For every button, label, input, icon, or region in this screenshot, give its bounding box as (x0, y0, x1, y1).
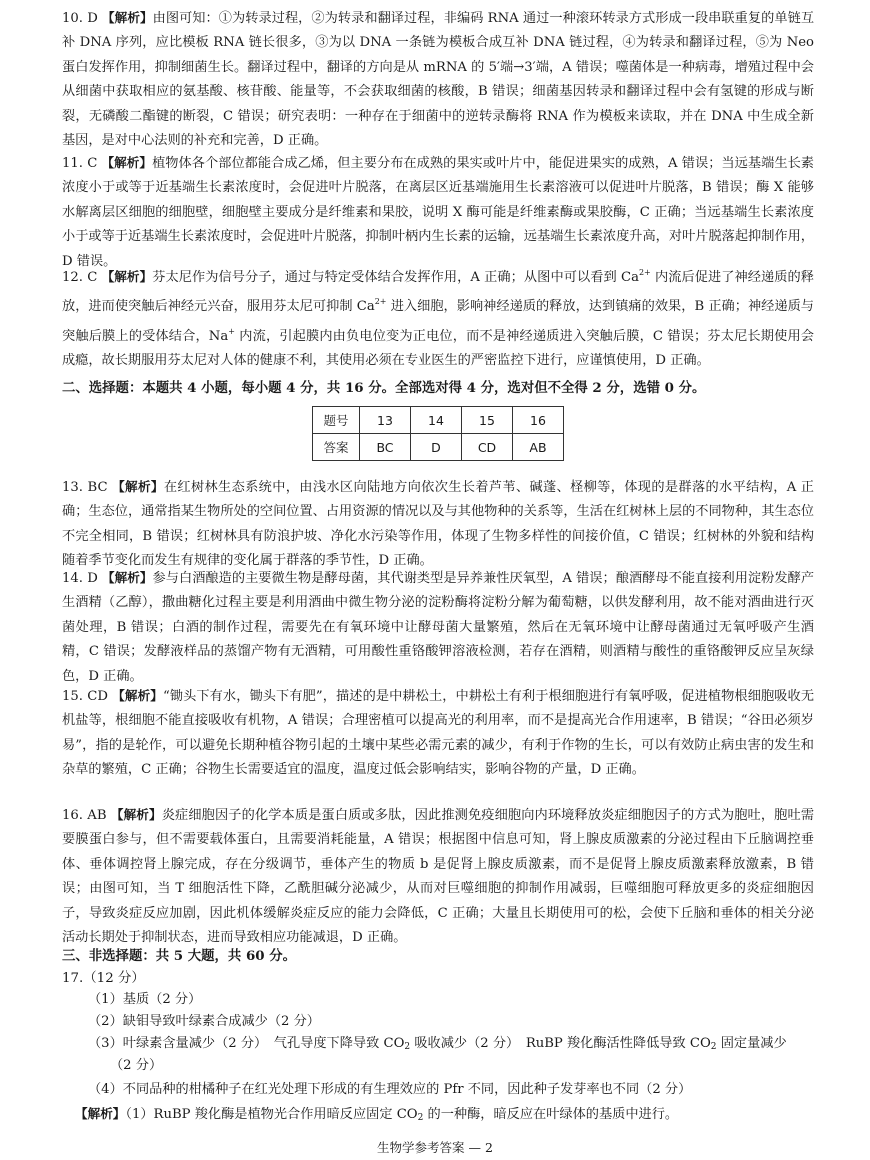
answer-table (312, 406, 564, 461)
table-cell: 16 (513, 407, 564, 434)
answer-10 (62, 6, 814, 153)
answer-15 (62, 684, 814, 783)
table-cell: 13 (360, 407, 411, 434)
ion-charge: + (228, 326, 235, 336)
analysis-tag: 【解析】 (110, 807, 162, 822)
analysis-text: 在红树林生态系统中，由浅水区向陆地方向依次生长着芦苇、碱蓬、柽柳等，体现的是群落的水平结构，A 正确；生态位，通常指某生物所处的空间位置、占用资源的情况以及与其他物种的关系等，生活在红树林上层的不同物种，其生态位不完全相同，B 错误；红树林具有防浪护坡、净化水污染等作用，体现了生物多样性的间接价值，C 错误；红树林的外貌和结构随着季节变化而发生有规律的变化属于群落的季节性，D 正确。 (62, 480, 814, 569)
question-number: 14. D (62, 571, 98, 586)
answer-17-3-cont: （2 分） (110, 1058, 163, 1073)
answer-11 (62, 151, 814, 274)
analysis-text: “锄头下有水，锄头下有肥”，描述的是中耕松土，中耕松土有利于根细胞进行有氧呼吸，促进植物根细胞吸收无机盐等，根细胞不能直接吸收有机物，A 错误；合理密植可以提高光的利用率，而不是提高光合作用速率，B 错误；“谷田必须岁易”，指的是轮作，可以避免长期种植谷物引起的土壤中某些必需元素的减少，有利于作物的生长，可以有效防止病虫害的发生和杂草的繁殖，C 正确；谷物生长需要适宜的温度，温度过低会影响结实，影响谷物的产量，D 正确。 (62, 689, 815, 778)
subscript: 2 (417, 1113, 424, 1123)
answer-17-explanation (75, 1104, 678, 1128)
table-cell: AB (513, 434, 564, 461)
table-cell: 15 (462, 407, 513, 434)
answer-16 (62, 803, 814, 950)
analysis-text: 的一种酶，暗反应在叶绿体的基质中进行。 (423, 1107, 679, 1122)
analysis-tag: 【解析】 (102, 570, 153, 585)
question-number: 16. AB (62, 808, 107, 823)
answer-17-4: （4）不同品种的柑橘种子在红光处理下形成的有生理效应的 Pfr 不同，因此种子发芽率也不同（2 分） (88, 1082, 692, 1097)
analysis-tag: 【解析】 (112, 688, 163, 703)
answer-12 (62, 261, 814, 374)
table-answer-row (313, 434, 564, 461)
table-cell: BC (360, 434, 411, 461)
table-cell: 答案 (313, 434, 360, 461)
table-cell: CD (462, 434, 513, 461)
section-2-heading: 二、选择题：本题共 4 小题，每小题 4 分，共 16 分。全部选对得 4 分，选对但不全得 2 分，选错 0 分。 (62, 380, 706, 396)
table-cell: 题号 (313, 407, 360, 434)
analysis-text: 进入细胞，影响神经递质的释放，达到镇痛的效果，B 正确；神经递质与突触后膜上的受体结合，Na (62, 299, 814, 344)
page-footer: 生物学参考答案 — 2 (377, 1140, 493, 1155)
ion-charge: 2+ (374, 297, 387, 307)
question-number: 11. C (62, 156, 98, 171)
analysis-tag: 【解析】 (112, 479, 164, 494)
analysis-text: 内流，引起膜内由负电位变为正电位，而不是神经递质进入突触后膜，C 错误；芬太尼长期使用会成瘾，故长期服用芬太尼对人体的健康不利，其使用必须在专业医生的严密监控下进行，应谨慎使用，D 正确。 (62, 328, 814, 369)
answer-17-1: （1）基质（2 分） (88, 992, 202, 1007)
answer-17-3 (88, 1034, 818, 1057)
subscript: 2 (404, 1042, 411, 1052)
analysis-text: 由图可知：①为转录过程，②为转录和翻译过程，非编码 RNA 通过一种滚环转录方式形成一段串联重复的单链互补 DNA 序列，应比模板 RNA 链长很多，③为以 DNA 一条链为模板合成互补 DNA 链过程，④为转录和翻译过程，⑤为 Neo 蛋白发挥作用，抑制细菌生长。翻译过程中，翻译的方向是从 mRNA 的 5′端→3′端，A 错误；噬菌体是一种病毒，增殖过程中会从细菌中获取相应的氨基酸、核苷酸、能量等，不会获取细菌的核酸，B 错误；细菌基因转录和翻译过程中会有氢键的形成与断裂，无磷酸二酯键的断裂，C 错误；研究表明：一种存在于细菌中的逆转录酶将 RNA 作为模板来读取，并在 DNA 中生成全新基因，是对中心法则的补充和完善，D 正确。 (62, 11, 815, 149)
table-cell: D (411, 434, 462, 461)
answer-text: （3）叶绿素含量减少（2 分） 气孔导度下降导致 CO (88, 1036, 405, 1051)
table-header-row (313, 407, 564, 434)
analysis-tag: 【解析】 (101, 155, 153, 170)
answer-13 (62, 475, 814, 574)
analysis-tag: 【解析】 (75, 1106, 126, 1121)
question-number: 15. CD (62, 689, 108, 704)
question-number: 12. C (62, 270, 98, 285)
analysis-text: 植物体各个部位都能合成乙烯，但主要分布在成熟的果实或叶片中，能促进果实的成熟，A 错误；当远基端生长素浓度小于或等于近基端生长素浓度时，会促进叶片脱落，在离层区近基端施用生长素溶液可以促进叶片脱落，B 错误；酶 X 能够水解离层区细胞的细胞壁，细胞壁主要成分是纤维素和果胶，说明 X 酶可能是纤维素酶或果胶酶，C 正确；当远基端生长素浓度小于或等于近基端生长素浓度时，会促进叶片脱落，抑制叶柄内生长素的运输，远基端生长素浓度升高，对叶片脱落起抑制作用，D 错误。 (62, 156, 814, 269)
analysis-tag: 【解析】 (101, 269, 153, 284)
question-17-title: 17.（12 分） (62, 971, 145, 986)
answer-text: 吸收减少（2 分） RuBP 羧化酶活性降低导致 CO (410, 1036, 711, 1051)
ion-charge: 2+ (638, 268, 651, 277)
subscript: 2 (710, 1042, 717, 1052)
analysis-text: 炎症细胞因子的化学本质是蛋白质或多肽，因此推测免疫细胞向内环境释放炎症细胞因子的方式为胞吐，胞吐需要膜蛋白参与，但不需要载体蛋白，且需要消耗能量，A 错误；根据图中信息可知，肾上腺皮质激素的分泌过程由下丘脑调控垂体、垂体调控肾上腺完成，存在分级调节，垂体产生的物质 b 是促肾上腺皮质激素，而不是促肾上腺皮质激素释放激素，B 错误；由图可知，当 T 细胞活性下降，乙酰胆碱分泌减少，从而对巨噬细胞的抑制作用减弱，巨噬细胞可释放更多的炎症细胞因子，导致炎症反应加剧，因此机体缓解炎症反应的能力会降低，C 正确；大量且长期使用可的松，会使下丘脑和垂体的相关分泌活动长期处于抑制状态，进而导致相应功能减退，D 正确。 (62, 808, 815, 946)
table-cell: 14 (411, 407, 462, 434)
analysis-text: 内流后促进了神经递质的释放，进而使突触后神经元兴奋，服用芬太尼可抑制 Ca (62, 270, 814, 315)
analysis-text: 参与白酒酿造的主要微生物是酵母菌，其代谢类型是异养兼性厌氧型，A 错误；酿酒酵母不能直接利用淀粉发酵产生酒精（乙醇），撒曲糖化过程主要是利用酒曲中微生物分泌的淀粉酶将淀粉分解为葡萄糖，以供发酵利用，故不能对酒曲进行灭菌处理，B 错误；白酒的制作过程，需要先在有氧环境中让酵母菌大量繁殖，然后在无氧环境中让酵母菌通过无氧呼吸产生酒精，C 错误；发酵液样品的蒸馏产物有无酒精，可用酸性重铬酸钾溶液检测，若存在酒精，则酒精与酸性的重铬酸钾反应呈灰绿色，D 正确。 (62, 571, 815, 684)
question-number: 10. D (62, 11, 98, 26)
analysis-text: 芬太尼作为信号分子，通过与特定受体结合发挥作用，A 正确；从图中可以看到 Ca (152, 270, 639, 285)
question-number: 13. BC (62, 480, 108, 495)
section-3-heading: 三、非选择题：共 5 大题，共 60 分。 (62, 948, 297, 964)
answer-text: 固定量减少 (716, 1036, 787, 1051)
answer-14 (62, 566, 814, 689)
answer-17-2: （2）缺钼导致叶绿素合成减少（2 分） (88, 1014, 320, 1029)
analysis-text: （1）RuBP 羧化酶是植物光合作用暗反应固定 CO (125, 1107, 418, 1122)
analysis-tag: 【解析】 (102, 10, 153, 25)
